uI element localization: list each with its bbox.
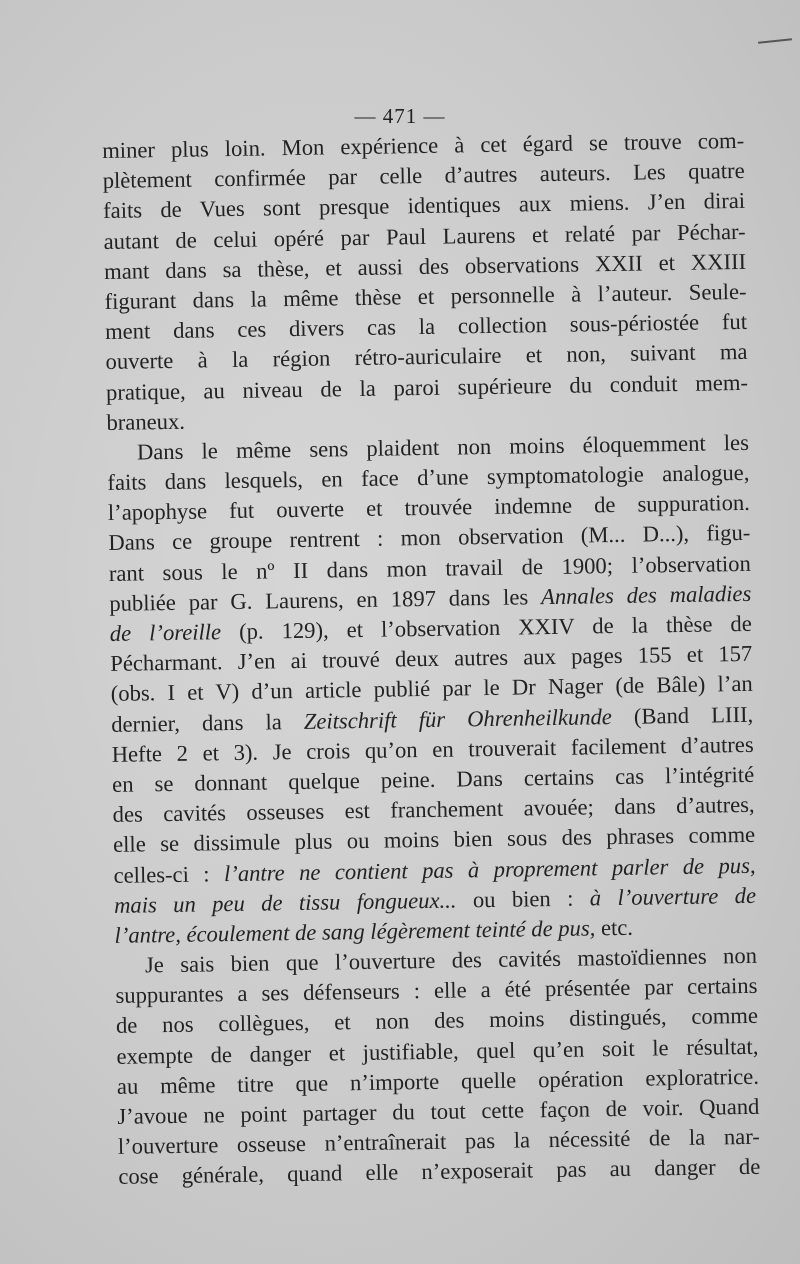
text-line: l’apophyse fut ouverte et trouvée indemne de suppuration. xyxy=(107,490,751,526)
text-line: miner plus loin. Mon expérience à cet égard se trouve com- xyxy=(102,127,745,163)
italic-segment: mais un peu de tissu fongueux... xyxy=(113,887,457,918)
text-line: (obs. I et V) d’un article publié par le Dr Nager (de Bâle) l’an xyxy=(110,671,753,707)
text-segment: (p. 129), et l’observation XXIV de la thèse de xyxy=(220,610,752,645)
text-line: au même titre que n’importe quelle opération exploratrice. xyxy=(116,1063,760,1099)
text-line: mant dans sa thèse, et aussi des observations XXII et XXIII xyxy=(103,248,747,284)
page-number: — 471 — xyxy=(354,104,446,128)
text-line: faits de Vues sont presque identiques aux miens. J’en dirai xyxy=(102,188,746,224)
text-line: Dans ce groupe rentrent : mon observation (M... D...), figu- xyxy=(108,520,751,556)
text-line: pratique, au niveau de la paroi supérieure du conduit mem- xyxy=(105,369,749,405)
italic-segment: Annales des maladies xyxy=(540,580,752,609)
text-line: ment dans ces divers cas la collection sous-périostée fut xyxy=(104,309,748,345)
text-line: exempte de danger et justifiable, quel qu’en soit le résultat, xyxy=(116,1033,759,1069)
text-line: des cavités osseuses est franchement avouée; dans d’autres, xyxy=(112,791,755,828)
text-line: rant sous le nº II dans mon travail de 1900; l’observation xyxy=(108,550,751,586)
text-line: Je sais bien que l’ouverture des cavités mastoïdiennes non xyxy=(144,942,758,978)
text-line: braneux. xyxy=(106,408,186,435)
text-segment: ou bien : xyxy=(456,885,590,913)
text-line: suppurantes a ses défenseurs : elle a été présentée par certains xyxy=(115,973,758,1009)
text-segment: (Band LIII, xyxy=(611,701,754,729)
italic-segment: à l’ouverture de xyxy=(589,882,757,911)
italic-segment: l’antre, écoulement de sang légèrement teinté de pus, xyxy=(114,915,596,948)
text-line: l’ouverture osseuse n’entraînerait pas la nécessité de la nar- xyxy=(117,1123,760,1160)
text-line: de nos collègues, et non des moins distingués, comme xyxy=(115,1003,759,1039)
text-line: en se donnant quelque peine. Dans certains cas l’intégrité xyxy=(111,761,755,797)
text-line: faits dans lesquels, en face d’une symptomatologie analogue, xyxy=(107,459,750,496)
text-line: autant de celui opéré par Paul Laurens et relaté par Péchar- xyxy=(103,218,746,254)
text-line: Dans le même sens plaident non moins éloquemment les xyxy=(136,429,750,465)
text-line: figurant dans la même thèse et personnelle à l’auteur. Seule- xyxy=(104,278,747,314)
body-text xyxy=(102,126,761,1193)
text-segment: dernier, dans la xyxy=(111,708,304,737)
text-line: Hefte 2 et 3). Je crois qu’on en trouverait facilement d’autres xyxy=(111,731,754,767)
text-line: ouverte à la région rétro-auriculaire et non, suivant ma xyxy=(105,339,748,375)
text-segment: celles-ci : xyxy=(113,860,225,888)
italic-segment: Zeitschrift für Ohrenheilkunde xyxy=(303,703,613,734)
text-line: plètement confirmée par celle d’autres auteurs. Les quatre xyxy=(102,158,745,194)
text-segment: etc. xyxy=(595,914,634,941)
text-segment: publiée par G. Laurens, en 1897 dans les xyxy=(109,583,542,616)
text-line: Pécharmant. J’en ai trouvé deux autres aux pages 155 et 157 xyxy=(110,641,753,677)
italic-segment: de l’oreille xyxy=(109,619,222,646)
scan-edge-mark xyxy=(758,38,792,44)
italic-segment: l’antre ne contient pas à proprement parler de pus, xyxy=(223,852,756,886)
text-line: elle se dissimule plus ou moins bien sous des phrases comme xyxy=(112,822,756,858)
text-line: cose générale, quand elle n’exposerait pas au danger de xyxy=(118,1154,761,1190)
text-line: J’avoue ne point partager du tout cette façon de voir. Quand xyxy=(117,1093,760,1129)
